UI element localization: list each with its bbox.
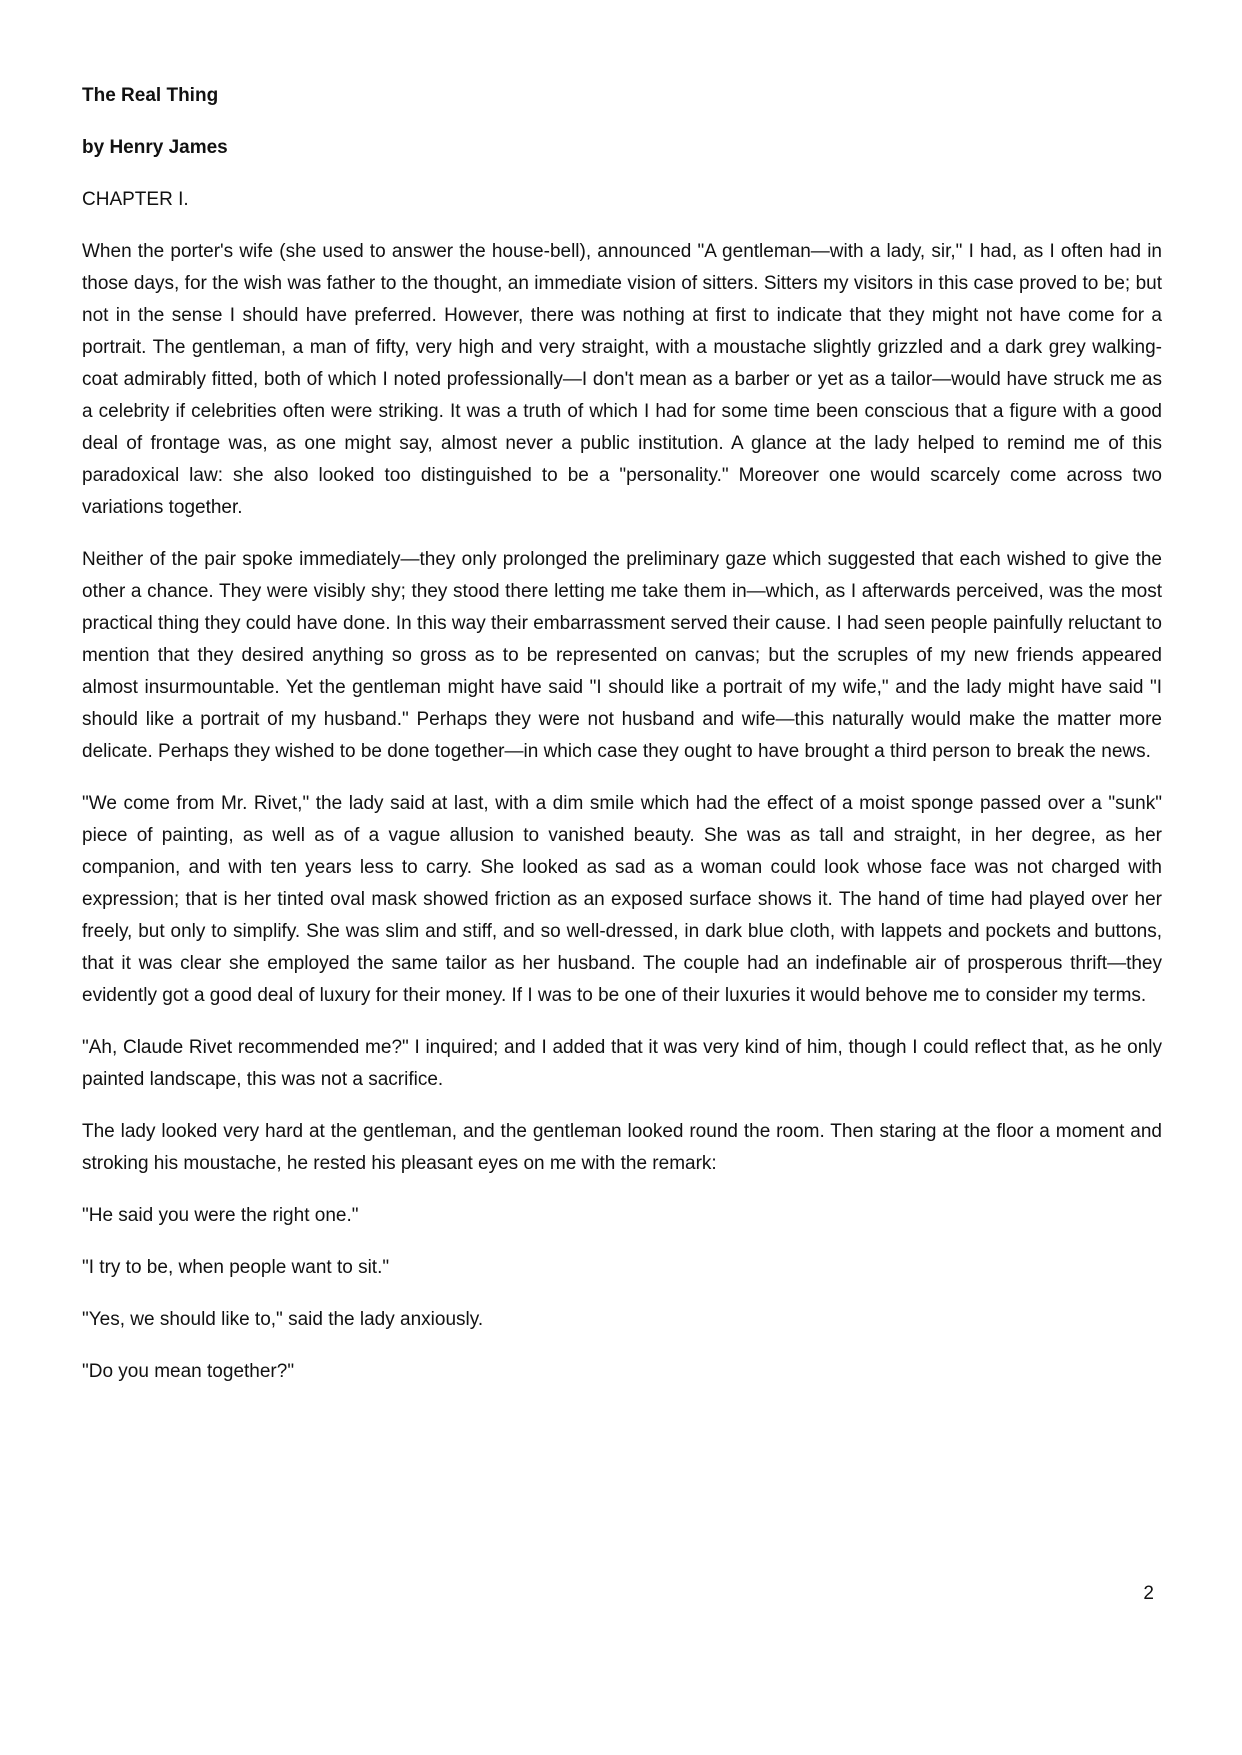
document-title: The Real Thing	[82, 85, 219, 106]
paragraph: When the porter's wife (she used to answer the house-bell), announced "A gentleman—with a lady, sir," I had, as I often had in those days, for the wish was father to the thought, an immediate vision of sitters. Sitters my visitors in this case proved to be; but not in the sense I should have preferred. However, there was nothing at first to indicate that they might not have come for a portrait. The gentleman, a man of fifty, very high and very straight, with a moustache slightly grizzled and a dark grey walking-coat admirably fitted, both of which I noted professionally—I don't mean as a barber or yet as a tailor—would have struck me as a celebrity if celebrities often were striking. It was a truth of which I had for some time been conscious that a figure with a good deal of frontage was, as one might say, almost never a public institution. A glance at the lady helped to remind me of this paradoxical law: she also looked too distinguished to be a "personality." Moreover one would scarcely come across two variations together.	[82, 241, 1162, 518]
chapter-heading: CHAPTER I.	[82, 189, 189, 210]
paragraph: "Ah, Claude Rivet recommended me?" I inquired; and I added that it was very kind of him, though I could reflect that, as he only painted landscape, this was not a sacrifice.	[82, 1037, 1162, 1090]
page-number: 2	[1143, 1583, 1154, 1604]
paragraph: Neither of the pair spoke immediately—they only prolonged the preliminary gaze which suggested that each wished to give the other a chance. They were visibly shy; they stood there letting me take them in—which, as I afterwards perceived, was the most practical thing they could have done. In this way their embarrassment served their cause. I had seen people painfully reluctant to mention that they desired anything so gross as to be represented on canvas; but the scruples of my new friends appeared almost insurmountable. Yet the gentleman might have said "I should like a portrait of my wife," and the lady might have said "I should like a portrait of my husband." Perhaps they were not husband and wife—this naturally would make the matter more delicate. Perhaps they wished to be done together—in which case they ought to have brought a third person to break the news.	[82, 549, 1162, 762]
document-page	[82, 80, 1162, 1408]
paragraph: "He said you were the right one."	[82, 1205, 359, 1226]
paragraph: The lady looked very hard at the gentleman, and the gentleman looked round the room. Then staring at the floor a moment and stroking his moustache, he rested his pleasant eyes on me with the remark:	[82, 1121, 1162, 1174]
paragraph: "Do you mean together?"	[82, 1361, 295, 1382]
author-byline: by Henry James	[82, 137, 228, 158]
paragraph: "I try to be, when people want to sit."	[82, 1257, 390, 1278]
paragraph: "Yes, we should like to," said the lady anxiously.	[82, 1309, 484, 1330]
paragraph: "We come from Mr. Rivet," the lady said at last, with a dim smile which had the effect of a moist sponge passed over a "sunk" piece of painting, as well as of a vague allusion to vanished beauty. She was as tall and straight, in her degree, as her companion, and with ten years less to carry. She looked as sad as a woman could look whose face was not charged with expression; that is her tinted oval mask showed friction as an exposed surface shows it. The hand of time had played over her freely, but only to simplify. She was slim and stiff, and so well-dressed, in dark blue cloth, with lappets and pockets and buttons, that it was clear she employed the same tailor as her husband. The couple had an indefinable air of prosperous thrift—they evidently got a good deal of luxury for their money. If I was to be one of their luxuries it would behove me to consider my terms.	[82, 793, 1162, 1006]
